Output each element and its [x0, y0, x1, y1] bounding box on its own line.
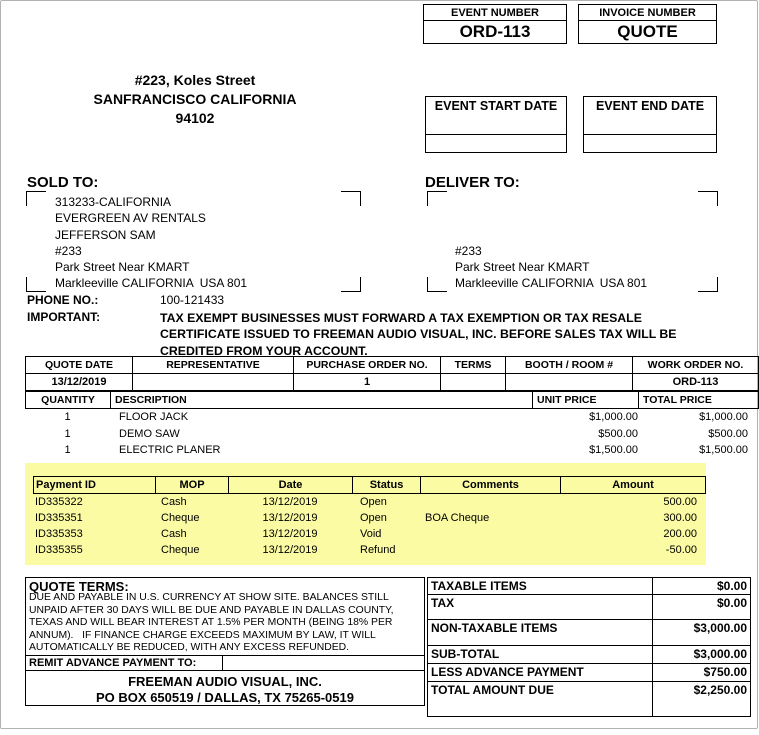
- payments-highlight-panel: [25, 463, 706, 565]
- important-notice: [160, 310, 745, 359]
- item-total-price: $1,500.00: [699, 444, 748, 456]
- deliver-to-address-line: [455, 227, 647, 243]
- payments-header-comments: Comments: [421, 477, 561, 494]
- event-start-date-box: [425, 96, 567, 153]
- event-number-label: EVENT NUMBER: [424, 5, 566, 21]
- remit-advance-row: [26, 655, 424, 670]
- payments-header-date: Date: [229, 477, 353, 494]
- deliver-to-address-line: #233: [455, 243, 482, 258]
- item-description: DEMO SAW: [119, 427, 180, 440]
- address-corner-bracket: [427, 277, 447, 292]
- payment-date: 13/12/2019: [262, 496, 318, 508]
- deliver-to-address-line: Park Street Near KMART: [455, 260, 590, 275]
- terms-value: [441, 374, 506, 391]
- order-info-table: [25, 356, 759, 391]
- items-header-description: DESCRIPTION: [111, 392, 533, 409]
- company-address-line: SANFRANCISCO CALIFORNIA: [93, 91, 297, 107]
- order-info-header: PURCHASE ORDER NO.: [294, 357, 441, 374]
- payment-comments: [420, 526, 560, 542]
- payment-mop: Cash: [161, 528, 187, 540]
- totals-label: TAXABLE ITEMS: [428, 578, 653, 595]
- deliver-to-title: DELIVER TO:: [425, 174, 520, 191]
- totals-label: TAX: [428, 595, 653, 620]
- payment-status: Void: [360, 528, 382, 540]
- item-row: [25, 426, 758, 443]
- payment-status: Refund: [360, 544, 396, 556]
- payment-amount: 200.00: [663, 528, 697, 540]
- payment-row: [33, 542, 705, 558]
- totals-table: [427, 577, 751, 717]
- payment-mop: Cash: [161, 496, 187, 508]
- sold-to-address-line: JEFFERSON SAM: [55, 227, 156, 242]
- items-table-body: [25, 409, 758, 459]
- payment-comments: [420, 542, 560, 558]
- totals-value: $2,250.00: [653, 682, 751, 717]
- payment-id: ID335355: [35, 544, 83, 556]
- payments-header-status: Status: [353, 477, 421, 494]
- totals-value: $0.00: [653, 578, 751, 595]
- totals-row: [428, 578, 751, 595]
- payment-mop: Cheque: [161, 544, 200, 556]
- representative-value: [133, 374, 294, 391]
- company-address-line: #223, Koles Street: [134, 72, 256, 88]
- quote-terms-title: QUOTE TERMS:: [29, 579, 129, 594]
- totals-label: LESS ADVANCE PAYMENT: [428, 664, 653, 682]
- items-table-header: [25, 391, 759, 409]
- payment-amount: -50.00: [665, 544, 697, 556]
- quote-terms-line: TEXAS AND WILL BEAR INTEREST AT 1.5% PER MONTH (BEING 18% PER: [29, 617, 393, 629]
- totals-label: TOTAL AMOUNT DUE: [428, 682, 653, 717]
- purchase-order-no-value: 1: [294, 374, 441, 391]
- address-corner-bracket: [26, 191, 46, 206]
- order-info-header: TERMS: [441, 357, 506, 374]
- payment-id: ID335322: [35, 496, 83, 508]
- payments-table-body: [33, 494, 705, 558]
- payment-row: [33, 494, 705, 510]
- payment-date: 13/12/2019: [262, 512, 318, 524]
- deliver-to-address-line: [455, 210, 647, 226]
- payment-amount: 500.00: [663, 496, 697, 508]
- important-notice-line: CREDITED FROM YOUR ACCOUNT.: [160, 343, 368, 358]
- event-end-date-box: [583, 96, 717, 153]
- payment-amount: 300.00: [663, 512, 697, 524]
- payment-status: Open: [360, 512, 387, 524]
- item-unit-price: $1,000.00: [589, 411, 638, 423]
- totals-row: [428, 646, 751, 664]
- item-unit-price: $500.00: [598, 427, 638, 440]
- address-corner-bracket: [341, 191, 361, 206]
- important-notice-line: CERTIFICATE ISSUED TO FREEMAN AUDIO VISUAL, INC. BEFORE SALES TAX WILL BE: [160, 327, 677, 342]
- item-total-price: $1,000.00: [699, 411, 748, 423]
- quote-terms-box: [25, 577, 425, 706]
- invoice-number-box: [578, 4, 717, 44]
- sold-to-title: SOLD TO:: [27, 174, 99, 191]
- sold-to-address-line: EVERGREEN AV RENTALS: [55, 211, 206, 226]
- deliver-to-address: [455, 194, 647, 292]
- address-corner-bracket: [698, 191, 718, 206]
- payment-comments: BOA Cheque: [425, 512, 490, 524]
- item-quantity: 1: [64, 444, 71, 456]
- payment-mop: Cheque: [161, 512, 200, 524]
- company-address: [45, 71, 345, 128]
- payment-id: ID335351: [35, 512, 83, 524]
- payment-date: 13/12/2019: [262, 528, 318, 540]
- address-corner-bracket: [341, 277, 361, 292]
- remit-payee-block: [26, 670, 424, 705]
- item-description: FLOOR JACK: [119, 411, 189, 423]
- totals-value: $3,000.00: [653, 620, 751, 646]
- quote-terms-line: DUE AND PAYABLE IN U.S. CURRENCY AT SHOW SITE. BALANCES STILL: [29, 592, 389, 603]
- payment-status: Open: [360, 496, 387, 508]
- sold-to-address-line: #233: [55, 243, 82, 258]
- totals-label: NON-TAXABLE ITEMS: [428, 620, 653, 646]
- address-corner-bracket: [698, 277, 718, 292]
- quote-terms-line: AUTOMATICALLY BE REDUCED, WITH ANY EXCESS REFUNDED.: [29, 642, 350, 654]
- totals-value: $750.00: [653, 664, 751, 682]
- quote-date-value: 13/12/2019: [26, 374, 133, 391]
- phone-value: 100-121433: [160, 293, 225, 307]
- payment-comments: [420, 494, 560, 510]
- quote-terms-line: ANNUM). IF FINANCE CHARGE EXCEEDS MAXIMUM BY LAW, IT WILL: [29, 629, 376, 641]
- sold-to-address-line: Markleeville CALIFORNIA USA 801: [55, 276, 248, 291]
- quote-terms-line: UNPAID AFTER 30 DAYS WILL BE DUE AND PAYABLE IN DALLAS COUNTY,: [29, 604, 394, 616]
- sold-to-address-line: 313233-CALIFORNIA: [55, 195, 172, 209]
- invoice-number-label: INVOICE NUMBER: [579, 5, 716, 21]
- totals-value: $3,000.00: [653, 646, 751, 664]
- totals-label: SUB-TOTAL: [428, 646, 653, 664]
- payments-header-amount: Amount: [561, 477, 706, 494]
- event-end-date-value: [584, 135, 716, 152]
- work-order-no-value: ORD-113: [633, 374, 759, 391]
- payment-date: 13/12/2019: [262, 544, 318, 556]
- event-number-value: ORD-113: [459, 22, 531, 41]
- payments-header-payment-id: Payment ID: [34, 477, 156, 494]
- item-description: ELECTRIC PLANER: [119, 444, 221, 456]
- item-unit-price: $1,500.00: [589, 444, 638, 456]
- order-info-header: QUOTE DATE: [26, 357, 133, 374]
- item-row: [25, 442, 758, 459]
- event-start-date-value: [426, 135, 566, 152]
- deliver-to-address-line: [455, 194, 647, 210]
- payments-table-header: [33, 476, 706, 494]
- remit-payee-address: PO BOX 650519 / DALLAS, TX 75265-0519: [96, 690, 354, 705]
- company-address-line: 94102: [175, 110, 215, 126]
- totals-row: [428, 682, 751, 717]
- totals-row: [428, 595, 751, 620]
- important-label: IMPORTANT:: [27, 310, 101, 324]
- totals-value: $0.00: [653, 595, 751, 620]
- address-corner-bracket: [26, 277, 46, 292]
- order-info-header: BOOTH / ROOM #: [506, 357, 633, 374]
- item-quantity: 1: [64, 411, 71, 423]
- order-info-header: WORK ORDER NO.: [633, 357, 759, 374]
- payments-header-mop: MOP: [156, 477, 229, 494]
- item-row: [25, 409, 758, 426]
- phone-label: PHONE NO.:: [27, 293, 99, 307]
- totals-row: [428, 620, 751, 646]
- important-notice-line: TAX EXEMPT BUSINESSES MUST FORWARD A TAX EXEMPTION OR TAX RESALE: [160, 311, 642, 325]
- payment-id: ID335353: [35, 528, 83, 540]
- event-number-box: [423, 4, 567, 44]
- quote-terms-text: [26, 592, 424, 655]
- item-quantity: 1: [64, 427, 71, 440]
- items-header-total-price: TOTAL PRICE: [639, 392, 759, 409]
- items-header-unit-price: UNIT PRICE: [533, 392, 639, 409]
- address-corner-bracket: [427, 191, 447, 206]
- remit-payee-name: FREEMAN AUDIO VISUAL, INC.: [128, 674, 322, 689]
- payment-row: [33, 510, 705, 526]
- payment-row: [33, 526, 705, 542]
- items-header-quantity: QUANTITY: [26, 392, 111, 409]
- sold-to-address-line: Park Street Near KMART: [55, 260, 190, 275]
- totals-row: [428, 664, 751, 682]
- sold-to-address: [55, 194, 247, 292]
- deliver-to-address-line: Markleeville CALIFORNIA USA 801: [455, 276, 648, 291]
- event-end-date-label: EVENT END DATE: [584, 97, 716, 135]
- order-info-header: REPRESENTATIVE: [133, 357, 294, 374]
- invoice-number-value: QUOTE: [617, 22, 678, 41]
- remit-advance-label: REMIT ADVANCE PAYMENT TO:: [26, 656, 223, 670]
- event-start-date-label: EVENT START DATE: [426, 97, 566, 135]
- booth-room-value: [506, 374, 633, 391]
- item-total-price: $500.00: [708, 427, 748, 440]
